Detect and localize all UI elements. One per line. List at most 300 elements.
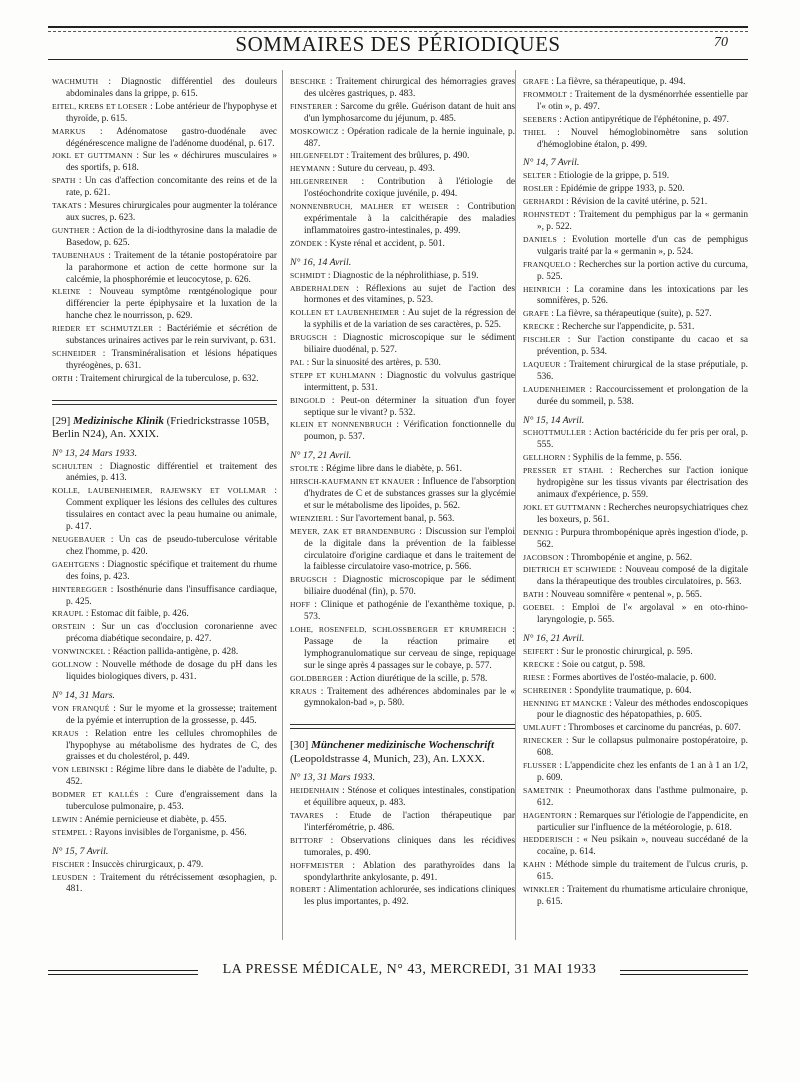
header-rule-bottom — [48, 59, 748, 60]
entry-title: : La fièvre, sa thérapeutique (suite), p. 527. — [551, 309, 712, 320]
entry-authors: ROSLER — [523, 184, 554, 194]
abstract-entry — [523, 735, 748, 760]
entry-list — [290, 785, 515, 909]
entry-authors: HEINRICH — [523, 284, 561, 294]
abstract-entry — [523, 114, 748, 127]
entry-title: : Ablation des parathyroïdes dans la spondylarthrite ankylosante, p. 491. — [304, 860, 516, 883]
journal-number: [30] — [290, 739, 309, 752]
entry-title: : Valeur des méthodes endoscopiques pour le diagnostic des hépatopathies, p. 605. — [537, 698, 748, 721]
entry-authors: GOLLNOW — [52, 660, 92, 670]
entry-title: : Nouveau composé de la digitale dans la thérapeutique des troubles circulatoires, p. 563. — [537, 565, 748, 588]
abstract-entry — [52, 789, 277, 814]
abstract-entry — [52, 534, 277, 559]
entry-title: : Diagnostic microscopique sur le sédiment biliaire duodénal, p. 527. — [304, 333, 515, 356]
entry-title: : Emploi de l'« argolaval » en oto-rhino-laryngologie, p. 565. — [537, 603, 748, 626]
entry-authors: TAVARES — [290, 811, 324, 821]
entry-authors: THIEL — [523, 127, 546, 137]
abstract-entry — [290, 163, 515, 176]
abstract-entry — [523, 308, 748, 321]
entry-title: : Sur le myome et la grossesse; traitement de la pyémie et interruption de la grossesse, p. 445. — [66, 703, 278, 726]
entry-title: : Formes abortives de l'ostéo-malacie, p. 600. — [547, 672, 717, 683]
footer-rule — [48, 970, 198, 971]
abstract-entry — [290, 307, 515, 332]
abstract-entry — [523, 527, 748, 552]
abstract-entry — [52, 175, 277, 200]
abstract-entry — [523, 183, 748, 196]
abstract-entry — [52, 827, 277, 840]
entry-title: : Relation entre les cellules chromophiles de l'hypophyse au métabolisme des hydrates de C, des graisses et du cholestérol, p. 449. — [66, 728, 278, 763]
entry-title: : Suture du cerveau, p. 493. — [332, 164, 435, 175]
entry-authors: FISCHER — [52, 859, 85, 869]
entry-authors: BITTORF — [290, 835, 323, 845]
entry-list — [523, 427, 748, 627]
entry-authors: TAKATS — [52, 201, 82, 211]
abstract-entry — [523, 384, 748, 409]
entry-title: : Diagnostic de la néphrolithiase, p. 519. — [327, 270, 479, 281]
entry-title: : Nouveau somnifère « pentenal », p. 565. — [545, 590, 702, 601]
issue-date: N° 15, 7 Avril. — [52, 845, 109, 857]
column-1 — [52, 76, 277, 896]
entry-authors: KOLLE, LAUBENHEIMER, RAJEWSKY ET VOLLMAR — [52, 486, 267, 496]
entry-title: : Kyste rénal et accident, p. 501. — [324, 238, 445, 249]
abstract-entry — [52, 76, 277, 101]
entry-title: : Adénomatose gastro-duodénale avec dégénérescence maligne de l'adénome duodénal, p. 617. — [66, 126, 277, 149]
entry-authors: JACOBSON — [523, 552, 564, 562]
entry-title: : Mesures chirurgicales pour augmenter la tolérance aux sucres, p. 623. — [66, 201, 278, 223]
abstract-entry — [523, 859, 748, 884]
entry-title: : Lobe antérieur de l'hypophyse et thyroïde, p. 615. — [66, 101, 277, 124]
abstract-entry — [523, 884, 748, 909]
entry-authors: VON FRANQUÉ — [52, 703, 110, 713]
entry-authors: GRAFE — [523, 77, 549, 86]
entry-title: : Nouvelle méthode de dosage du pH dans les liquides biologiques divers, p. 431. — [66, 660, 278, 682]
entry-authors: SPATH — [52, 176, 76, 186]
abstract-entry — [290, 150, 515, 163]
issue-date: N° 13, 24 Mars 1933. — [52, 447, 138, 459]
entry-authors: DIETRICH ET SCHWIEDE — [523, 565, 617, 575]
column-2 — [290, 76, 515, 909]
entry-title: : Traitement des adhérences abdominales par le « gymnokalon-bad », p. 580. — [304, 686, 515, 709]
abstract-entry — [523, 785, 748, 810]
entry-title: : Régime libre dans le diabète de l'adulte, p. 452. — [66, 765, 277, 788]
abstract-entry — [290, 357, 515, 370]
entry-title: : Soie ou catgut, p. 598. — [556, 659, 646, 670]
journal-heading — [52, 407, 277, 442]
entry-authors: KRAUS — [52, 728, 79, 738]
column-divider — [515, 70, 516, 940]
entry-list — [52, 76, 277, 386]
entry-title: : Contribution à l'étiologie de l'ostéochondrite coxique juvénile, p. 494. — [304, 177, 516, 200]
entry-title: : Recherches neuropsychiatriques chez les boxeurs, p. 561. — [537, 502, 748, 525]
entry-authors: STOLTE — [290, 464, 319, 474]
abstract-entry — [52, 584, 277, 609]
entry-title: : « Neu psikain », nouveau succédané de la cocaïne, p. 614. — [537, 835, 748, 858]
entry-authors: HAGENTORN — [523, 810, 572, 820]
entry-authors: WIENZIERL — [290, 513, 334, 523]
abstract-entry — [523, 76, 748, 89]
abstract-entry — [290, 126, 515, 151]
entry-authors: NEUGEBAUER — [52, 535, 106, 544]
entry-authors: FRANQUELO — [523, 259, 571, 269]
entry-title: : Remarques sur l'étiologie de l'appendicite, en particulier sur l'influence de la météorologie, p. 618. — [537, 810, 749, 833]
entry-title: : Sur les « déchirures musculaires » des sportifs, p. 618. — [66, 151, 277, 174]
abstract-entry — [523, 672, 748, 685]
entry-title: : L'appendicite chez les enfants de 1 an à 1 an 1/2, p. 609. — [537, 761, 748, 783]
journal-details: (Leopoldstrasse 4, Munich, 23), An. LXXX. — [290, 752, 485, 765]
entry-authors: HEIDENHAIN — [290, 786, 340, 796]
entry-title: : Isosthénurie dans l'insuffisance cardiaque, p. 425. — [66, 584, 277, 607]
entry-title: : Thromboses et carcinome du pancréas, p. 607. — [563, 723, 741, 734]
entry-authors: HOFF — [290, 600, 311, 610]
entry-title: : Comment expliquer les lésions des cellules des cultures tissulaires en contact avec la peau humaine ou animale, p. 417. — [66, 486, 277, 533]
entry-title: : Action diurétique de la scille, p. 578. — [345, 673, 488, 684]
entry-title: : Nouvel hémoglobinomètre sans solution d'hémoglobine étalon, p. 499. — [537, 127, 748, 150]
entry-title: : Diagnostic spécifique et traitement du rhume des foins, p. 423. — [66, 559, 277, 582]
entry-title: : Sténose et coliques intestinales, constipation et équilibre aqueux, p. 483. — [304, 786, 515, 809]
entry-title: : La coramine dans les intoxications par les somnifères, p. 526. — [537, 284, 749, 307]
entry-title: : Traitement chirurgical de la stase préputiale, p. 536. — [537, 359, 748, 382]
abstract-entry — [290, 624, 515, 673]
abstract-entry — [52, 728, 277, 765]
entry-title: : Opération radicale de la hernie inguinale, p. 487. — [304, 126, 515, 149]
entry-title: : Action antipyrétique de l'éphétonine, p. 497. — [559, 114, 729, 125]
abstract-entry — [52, 621, 277, 646]
entry-title: : Réflexions au sujet de l'action des hormones et des vitamines, p. 523. — [304, 283, 515, 306]
entry-title: : Epidémie de grippe 1933, p. 520. — [555, 184, 685, 195]
abstract-entry — [290, 476, 515, 513]
entry-title: : Sur l'avortement banal, p. 563. — [335, 513, 455, 524]
abstract-entry — [290, 884, 515, 909]
entry-title: : Action de la di-iodthyrosine dans la maladie de Basedow, p. 625. — [66, 225, 277, 248]
abstract-entry — [523, 698, 748, 723]
entry-authors: HILGENFELDT — [290, 151, 345, 161]
abstract-entry — [290, 513, 515, 526]
entry-authors: KAHN — [523, 860, 546, 870]
entry-authors: GELLHORN — [523, 453, 566, 463]
entry-title: : La fièvre, sa thérapeutique, p. 494. — [551, 77, 686, 87]
entry-authors: HILGENREINER — [290, 177, 349, 187]
entry-authors: RIEDER ET SCHMUTZLER — [52, 324, 154, 334]
entry-authors: GOLDBERGER — [290, 673, 344, 683]
abstract-entry — [290, 332, 515, 357]
entry-authors: GAEHTGENS — [52, 559, 100, 569]
abstract-entry — [523, 259, 748, 284]
entry-authors: HOFFMEISTER — [290, 860, 345, 870]
abstract-entry — [523, 722, 748, 735]
abstract-entry — [52, 101, 277, 126]
entry-authors: KRAUPL — [52, 609, 84, 619]
entry-authors: SCHREINER — [523, 685, 567, 695]
entry-authors: RINECKER — [523, 736, 563, 746]
entry-authors: PRESSER ET STAHL — [523, 466, 604, 476]
abstract-entry — [290, 860, 515, 885]
issue-date: N° 15, 14 Avril. — [523, 414, 585, 426]
entry-title: : Recherches sur l'action ionique hydropigène sur les tissus vivants par électrisation des animaux d'expérience, p. 559. — [537, 466, 748, 500]
entry-authors: HIRSCH-KAUFMANN ET KNAUER — [290, 477, 415, 487]
abstract-entry — [290, 201, 515, 238]
entry-authors: KLEIN ET NONNENBRUCH — [290, 420, 392, 430]
entry-title: : Traitement de la tétanie postopératoire par la parahormone et action de cette hormone sur la calcémie, la phosphorémie et leucocytose, p. 626. — [66, 250, 277, 285]
entry-authors: KOLLEN ET LAUBENHEIMER — [290, 308, 400, 318]
entry-title: : Raccourcissement et prolongation de la durée du sommeil, p. 538. — [537, 384, 749, 407]
entry-authors: LEWIN — [52, 814, 78, 824]
abstract-entry — [290, 76, 515, 101]
abstract-entry — [52, 200, 277, 225]
entry-authors: RIESE — [523, 672, 546, 682]
entry-authors: FROMMOLT — [523, 89, 567, 99]
abstract-entry — [52, 764, 277, 789]
entry-authors: VONWINCKEL — [52, 647, 106, 657]
entry-list — [523, 170, 748, 408]
abstract-entry — [290, 810, 515, 835]
entry-title: : Alimentation achlorurée, ses indications cliniques les plus importantes, p. 492. — [304, 885, 515, 908]
entry-list — [523, 76, 748, 151]
issue-date: N° 13, 31 Mars 1933. — [290, 772, 376, 784]
entry-authors: HEYMANN — [290, 164, 331, 174]
abstract-entry — [523, 465, 748, 502]
entry-authors: BINGOLD — [290, 395, 326, 405]
entry-authors: KRECKE — [523, 322, 555, 332]
abstract-entry — [523, 427, 748, 452]
entry-authors: MARKUS — [52, 126, 86, 136]
entry-authors: SELTER — [523, 171, 552, 181]
entry-title: : Insuccès chirurgicaux, p. 479. — [86, 859, 204, 870]
footer-rule — [48, 974, 198, 975]
abstract-entry — [523, 452, 748, 465]
entry-title: : Passage de la réaction primaire et lymphogranulomatique sur cerveau de singe, repiquage sur le singe après 4 passages sur le cobaye, p. 577. — [304, 624, 515, 671]
entry-title: : Au sujet de la régression de la syphilis et de la variation de ses caractères, p. 525. — [304, 308, 516, 331]
entry-authors: SCHNEIDER — [52, 348, 97, 358]
abstract-entry — [523, 810, 748, 835]
entry-authors: TAUBENHAUS — [52, 250, 105, 260]
entry-authors: HENNING ET MANCKE — [523, 698, 607, 708]
journal-name: Medizinische Klinik — [73, 414, 164, 427]
page-number: 70 — [714, 35, 728, 50]
abstract-entry — [523, 589, 748, 602]
abstract-entry — [523, 284, 748, 309]
entry-authors: SEEBERS — [523, 114, 557, 124]
entry-authors: ROHNSTEDT — [523, 210, 570, 220]
abstract-entry — [523, 602, 748, 627]
abstract-entry — [52, 646, 277, 659]
entry-title: : Syphilis de la femme, p. 556. — [567, 453, 682, 464]
entry-title: : Anémie pernicieuse et diabète, p. 455. — [79, 814, 227, 825]
abstract-entry — [52, 286, 277, 323]
abstract-entry — [290, 574, 515, 599]
entry-title: : Rayons invisibles de l'organisme, p. 456. — [89, 827, 247, 838]
abstract-entry — [290, 419, 515, 444]
abstract-entry — [52, 872, 277, 897]
entry-authors: LAQUEUR — [523, 359, 561, 369]
entry-authors: DENNIG — [523, 527, 554, 537]
journal-name: Münchener medizinische Wochenschrift — [311, 739, 495, 752]
entry-title: : Influence de l'absorption d'hydrates de C et de substances grasses sur la glycémie et sur le métabolisme des lipoïdes, p. 562. — [304, 477, 515, 511]
page-title: SOMMAIRES DES PÉRIODIQUES — [235, 32, 561, 56]
entry-title: : Clinique et pathogénie de l'exanthème toxique, p. 573. — [304, 600, 515, 623]
abstract-entry — [290, 463, 515, 476]
entry-authors: KLEINE — [52, 287, 81, 297]
section-separator — [290, 724, 515, 725]
entry-authors: MEYER, ZAK ET BRANDENBURG — [290, 526, 416, 536]
entry-title: : Transminéralisation et lésions hépatiques thyréogènes, p. 631. — [66, 348, 278, 371]
entry-title: : Sur la sinuosité des artères, p. 530. — [306, 357, 441, 368]
entry-list — [290, 76, 515, 251]
abstract-entry — [290, 686, 515, 711]
column-3 — [523, 76, 748, 909]
entry-authors: SCHULTEN — [52, 461, 93, 471]
footer-rule — [620, 974, 748, 975]
abstract-entry — [523, 564, 748, 589]
entry-authors: JOKL ET GUTTMANN — [52, 151, 133, 161]
abstract-entry — [523, 359, 748, 384]
entry-authors: DANIELS — [523, 234, 557, 244]
abstract-entry — [52, 150, 277, 175]
abstract-entry — [523, 127, 748, 152]
entry-title: : Evolution mortelle d'un cas de pemphigus vulgaris traité par la « germanin », p. 524. — [537, 234, 748, 257]
entry-title: : Traitement du pemphigus par la « germanin », p. 522. — [537, 210, 748, 232]
entry-authors: WINKLER — [523, 885, 560, 895]
entry-authors: FISCHLER — [523, 335, 561, 345]
entry-title: : Sarcome du grêle. Guérison datant de huit ans d'un lymphosarcome du jéjunum, p. 485. — [304, 101, 515, 124]
entry-title: : Sur le collapsus pulmonaire postopératoire, p. 608. — [537, 736, 748, 759]
entry-title: : Diagnostic du volvulus gastrique intermittent, p. 531. — [304, 370, 516, 393]
entry-authors: SCHMIDT — [290, 270, 326, 280]
abstract-entry — [52, 659, 277, 684]
entry-authors: SEIFERT — [523, 646, 554, 656]
journal-number: [29] — [52, 414, 71, 427]
entry-list — [52, 461, 277, 684]
entry-title: : Pneumothorax dans l'asthme pulmonaire, p. 612. — [537, 785, 749, 808]
entry-authors: MOSKOWICZ — [290, 126, 339, 136]
entry-title: : Méthode simple du traitement de l'ulcus cruris, p. 615. — [537, 860, 748, 883]
entry-authors: ROBERT — [290, 885, 321, 895]
entry-title: : Régime libre dans le diabète, p. 561. — [320, 464, 462, 475]
issue-date: N° 16, 21 Avril. — [523, 632, 585, 644]
abstract-entry — [52, 225, 277, 250]
abstract-entry — [52, 703, 277, 728]
abstract-entry — [523, 502, 748, 527]
entry-title: : Traitement de la dysménorrhée essentielle par l'« otin », p. 497. — [537, 89, 748, 112]
entry-authors: FLUSSER — [523, 761, 557, 771]
entry-authors: LEUSDEN — [52, 872, 88, 882]
entry-authors: KRAUS — [290, 686, 317, 696]
abstract-entry — [523, 646, 748, 659]
entry-authors: BATH — [523, 590, 544, 600]
entry-title: : Réaction pallida-antigène, p. 428. — [107, 647, 239, 658]
abstract-entry — [290, 599, 515, 624]
abstract-entry — [290, 238, 515, 251]
entry-title: : Recherches sur la portion active du curcuma, p. 525. — [537, 259, 748, 282]
issue-date: N° 17, 21 Avril. — [290, 450, 352, 462]
abstract-entry — [290, 785, 515, 810]
abstract-entry — [290, 176, 515, 201]
section-separator — [52, 400, 277, 401]
abstract-entry — [523, 321, 748, 334]
entry-list — [290, 270, 515, 445]
entry-title: : Sur le pronostic chirurgical, p. 595. — [556, 646, 693, 657]
issue-date: N° 14, 7 Avril. — [523, 157, 580, 169]
entry-authors: PAL — [290, 357, 305, 367]
entry-title: : Traitement chirurgical des hémorragies graves des ulcères gastriques, p. 483. — [304, 77, 515, 99]
abstract-entry — [290, 283, 515, 308]
entry-title: : Estomac dit faible, p. 426. — [85, 609, 189, 620]
issue-date: N° 14, 31 Mars. — [52, 689, 115, 701]
abstract-entry — [52, 559, 277, 584]
abstract-entry — [523, 659, 748, 672]
abstract-entry — [523, 209, 748, 234]
entry-authors: FINSTERER — [290, 101, 333, 111]
entry-title: : Purpura thrombopénique après ingestion d'iode, p. 562. — [537, 527, 748, 550]
entry-authors: WACHMUTH — [52, 77, 99, 86]
entry-title: : Etiologie de la grippe, p. 519. — [553, 171, 670, 182]
entry-authors: VON LEBINSKI — [52, 765, 108, 775]
abstract-entry — [52, 323, 277, 348]
abstract-entry — [52, 608, 277, 621]
footer-rule — [620, 970, 748, 971]
footer-text: LA PRESSE MÉDICALE, N° 43, MERCREDI, 31 MAI 1933 — [222, 962, 597, 977]
abstract-entry — [290, 101, 515, 126]
abstract-entry — [523, 552, 748, 565]
entry-title: : Peut-on déterminer la situation d'un foyer septique sur le vivant? p. 532. — [304, 395, 516, 418]
abstract-entry — [290, 395, 515, 420]
journal-heading — [290, 731, 515, 766]
entry-authors: GUNTHER — [52, 225, 90, 235]
header-rule — [48, 26, 748, 28]
entry-title: : Traitement chirurgical de la tuberculose, p. 632. — [75, 373, 259, 384]
entry-authors: ZÖNDEK — [290, 238, 323, 248]
entry-title: : Action bactéricide du fer pris per oral, p. 555. — [537, 428, 748, 451]
page-footer — [48, 962, 748, 984]
entry-title: : Traitement du rétrécissement œsophagien, p. 481. — [66, 872, 277, 895]
entry-title: : Révision de la cavité utérine, p. 521. — [566, 197, 708, 208]
entry-title: : Discussion sur l'emploi de la digitale dans la prévention de la faiblesse circulatoire d'origine cardiaque et dans le traitement de la faiblesse circulatoire vaso-motrice, p. 566. — [304, 526, 515, 573]
entry-title: : Recherche sur l'appendicite, p. 531. — [556, 322, 695, 333]
entry-title: : Diagnostic différentiel et traitement des anémies, p. 413. — [66, 461, 277, 484]
abstract-entry — [52, 814, 277, 827]
entry-title: : Cure d'engraissement dans la tuberculose pulmonaire, p. 453. — [66, 790, 277, 813]
entry-authors: ORSTEIN — [52, 622, 86, 632]
entry-title: : Diagnostic microscopique par le sédiment biliaire duodénal (fin), p. 570. — [304, 575, 515, 598]
abstract-entry — [52, 485, 277, 534]
abstract-entry — [52, 373, 277, 386]
entry-authors: EITEL, KREBS ET LOESER — [52, 101, 148, 111]
entry-title: : Etude de l'action thérapeutique par l'interférométrie, p. 486. — [304, 811, 515, 833]
abstract-entry — [523, 89, 748, 114]
abstract-entry — [523, 760, 748, 785]
entry-title: : Un cas de pseudo-tuberculose véritable chez l'homme, p. 420. — [66, 535, 277, 557]
entry-list — [523, 646, 748, 909]
abstract-entry — [523, 834, 748, 859]
abstract-entry — [290, 835, 515, 860]
entry-authors: KRECKE — [523, 659, 555, 669]
entry-title: : Vérification fonctionnelle du poumon, p. 537. — [304, 420, 515, 443]
page-header — [48, 26, 748, 60]
entry-authors: NONNENBRUCH, MALHER ET WEISER — [290, 202, 449, 212]
abstract-entry — [52, 126, 277, 151]
entry-title: : Bactériémie et sécrétion de substances urinaires actives par le rein survivant, p. 631. — [66, 324, 277, 347]
entry-authors: HINTEREGGER — [52, 584, 108, 594]
abstract-entry — [523, 234, 748, 259]
entry-title: : Nouveau symptôme rœntgénologique pour différencier la perte épiphysaire et la luxation de la hanche chez le nourrisson, p. 629. — [66, 287, 278, 322]
entry-authors: GOEBEL — [523, 603, 555, 613]
abstract-entry — [523, 170, 748, 183]
entry-authors: GERHARDI — [523, 197, 564, 207]
entry-authors: JOKL ET GUTTMANN — [523, 502, 602, 512]
issue-date: N° 16, 14 Avril. — [290, 256, 352, 268]
entry-authors: LOHE, ROSENFELD, SCHLOSSBERGER ET KRUMREICH — [290, 624, 507, 634]
entry-title: : Traitement du rhumatisme articulaire chronique, p. 615. — [537, 885, 748, 907]
abstract-entry — [52, 250, 277, 287]
